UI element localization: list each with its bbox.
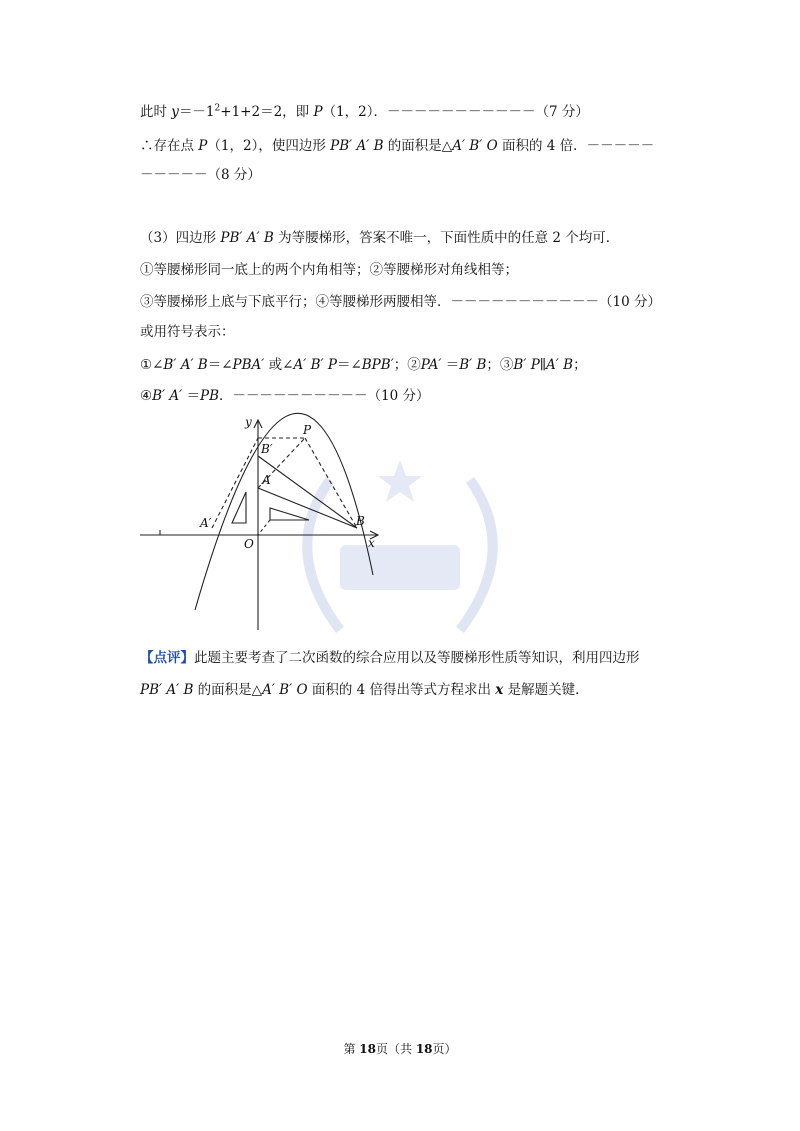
- line-property-3-4: ③等腰梯形上底与下底平行；④等腰梯形两腰相等．－－－－－－－－－－－（10 分）: [140, 294, 661, 310]
- segment-a-origin: [258, 520, 270, 535]
- parabola-figure: [135, 410, 395, 640]
- segment-bprime-b: [258, 456, 357, 528]
- page-footer: 第 18页（共 18页）: [343, 1042, 457, 1056]
- line-symbols-1: ①∠B′ A′ B＝∠PBA′ 或∠A′ B′ P＝∠BPB′；②PA′ ＝B′ B；③B′ P∥A′ B；: [140, 357, 587, 373]
- comment-line-1: 【点评】此题主要考查了二次函数的综合应用以及等腰梯形性质等知识，利用四边形: [140, 650, 640, 666]
- line-conclusion: ∴存在点 P（1，2），使四边形 PB′ A′ B 的面积是△A′ B′ O 面积的 4 倍．－－－－－: [140, 138, 655, 154]
- label-aprime: A′: [200, 516, 212, 530]
- label-y: y: [245, 415, 252, 429]
- segment-aprime-bprime: [212, 438, 258, 528]
- line-symbols-2: ④B′ A′ ＝PB．－－－－－－－－－－（10 分）: [140, 388, 430, 404]
- parabola-curve: [195, 413, 373, 610]
- label-x: x: [368, 536, 375, 550]
- line-symbol-intro: 或用符号表示：: [140, 324, 235, 340]
- triangle-right: [270, 508, 309, 520]
- comment-bracket: 【点评】: [140, 650, 194, 666]
- label-p: P: [303, 423, 312, 437]
- triangle-left: [232, 492, 246, 523]
- label-o: O: [244, 537, 254, 551]
- label-bprime: B′: [261, 442, 273, 456]
- label-b: B: [356, 514, 365, 528]
- label-a: A: [262, 473, 271, 487]
- line-step-8: －－－－－（8 分）: [140, 167, 261, 183]
- line-step-7: 此时 $y=-1^2+1+2=2$，即 P（1，2）．－－－－－－－－－－－（7 分）: [140, 103, 589, 120]
- segment-a-b: [258, 488, 357, 528]
- comment-line-2: PB′ A′ B 的面积是△A′ B′ O 面积的 4 倍得出等式方程求出 x 是解题关键．: [140, 682, 589, 698]
- line-part-3: （3）四边形 PB′ A′ B 为等腰梯形，答案不唯一，下面性质中的任意 2 个均可．: [140, 230, 620, 246]
- line-property-1-2: ①等腰梯形同一底上的两个内角相等；②等腰梯形对角线相等；: [140, 262, 518, 278]
